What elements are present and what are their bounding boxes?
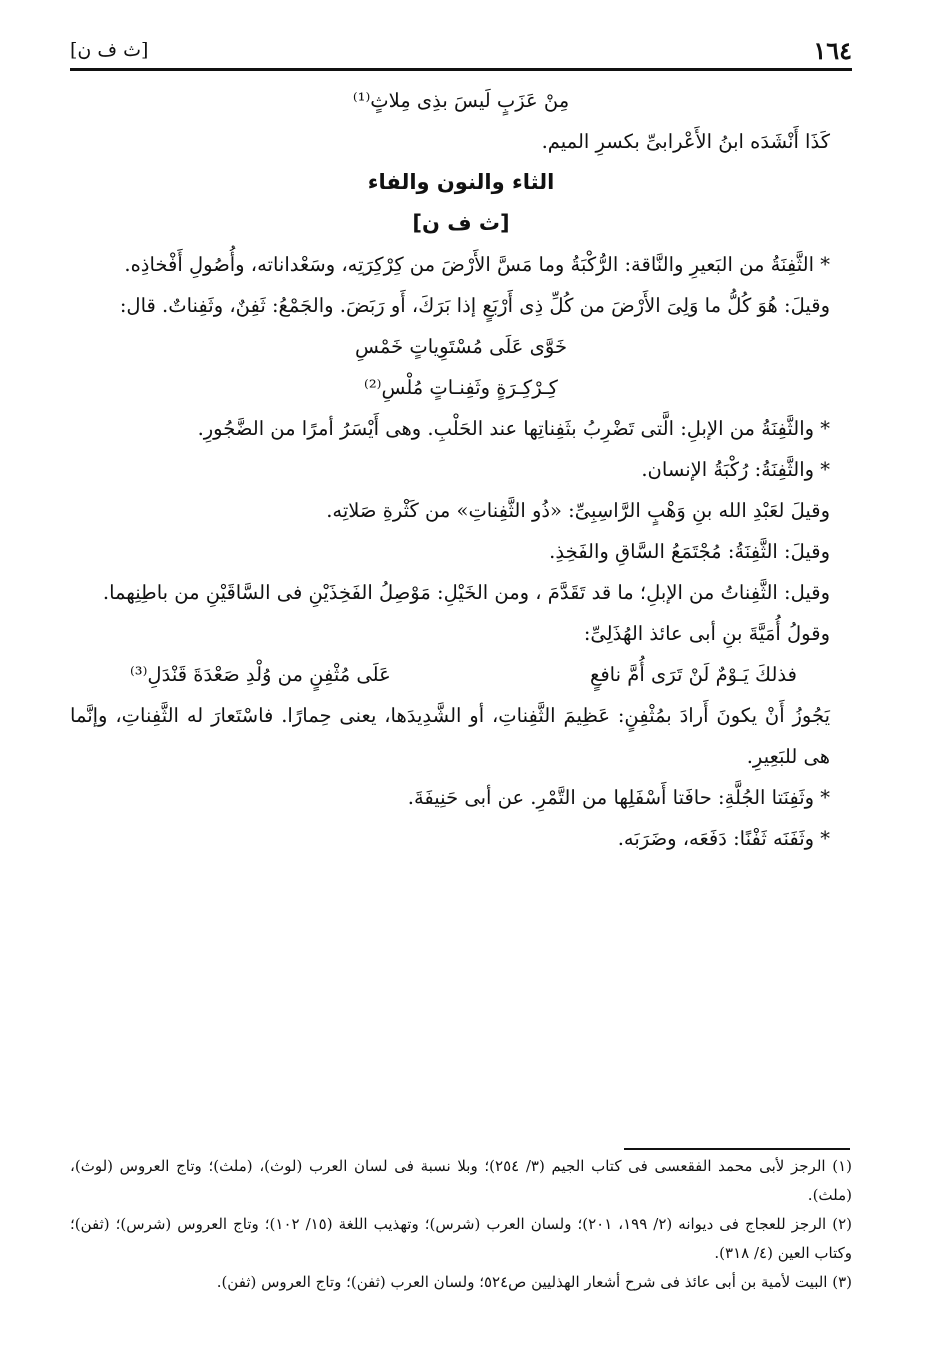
paragraph: وقيلَ لعَبْدِ الله بنِ وَهْبٍ الرَّاسِبِىِّ: «ذُو الثَّفِناتِ» من كَثْرةِ صَلاتِه. — [326, 499, 830, 522]
root-heading: [ث ف ن] — [412, 211, 510, 235]
paragraph: وقيل: الثَّفِناتُ من الإبلِ؛ ما قد تَقَدَّمَ ، ومن الخَيْلِ: مَوْصِلُ الفَخِذَيْنِ فى السَّاقَيْنِ من باطِنِهما. — [102, 581, 830, 604]
running-head — [70, 30, 852, 70]
paragraph: وقيلَ: الثَّفِنَةُ: مُجْتَمَعُ السَّاقِ والفَخِذِ. — [549, 540, 830, 563]
footnote: (٢) الرجز للعجاج فى ديوانه (٢/ ١٩٩، ٢٠١)؛ ولسان العرب (شرس)؛ وتهذيب اللغة (١٥/ ١٠٢)؛ وتاج العروس (شرس)؛ (ثفن)؛ وكتاب العين (٤/ ٣١٨). — [70, 1215, 852, 1262]
verse-line: كِـرْكِـرَةٍ وثَفِنـاتٍ مُلْسِ⁽²⁾ — [364, 376, 558, 399]
footnotes — [70, 1152, 852, 1297]
verse-hemistich-first: فذلكَ يَـوْمٌ لَنْ تَرَى أُمَّ نافعٍ — [589, 663, 797, 686]
header-rule — [70, 68, 852, 71]
paragraph: * والثَّفِنَةُ من الإبلِ: الَّتى تَضْرِبُ بثَفِناتِها عند الحَلْبِ. وهى أَيْسَرُ أمرًا من الضَّجُورِ. — [197, 417, 830, 440]
verse-line: مِنْ عَزَبٍ لَيسَ بذِى مِلاثٍ⁽¹⁾ — [352, 89, 570, 112]
paragraph: وقيلَ: هُوَ كُلُّ ما وَلِىَ الأَرْضَ من كُلِّ ذِى أَرْبَعٍ إذا بَرَكَ، أَو رَبَضَ. والجَمْعُ: ثَفِنٌ، وثَفِناتٌ. قال: — [119, 294, 830, 317]
paragraph: كَذَا أَنْشَدَه ابنُ الأَعْرابىِّ بكسرِ الميم. — [541, 130, 830, 153]
main-text — [70, 80, 852, 859]
footnote: (١) الرجز لأبى محمد الفقعسى فى كتاب الجيم (٣/ ٢٥٤)؛ وبلا نسبة فى لسان العرب (لوث)، (ملث)؛ وتاج العروس (لوث)، (ملث). — [70, 1157, 852, 1204]
verse-couplet — [70, 654, 852, 695]
page-number: ١٦٤ — [813, 35, 852, 65]
paragraph: * الثَّفِنَةُ من البَعيرِ والنَّاقة: الرُّكْبَةُ وما مَسَّ الأَرْضَ من كِرْكِرَتِه، وسَعْداناته، وأُصُولِ أَفْخاذِه. — [124, 253, 830, 276]
verse-hemistich-second: عَلَى مُثْفِنٍ من وُلْدِ صَعْدَةَ قَنْدَلِ⁽³⁾ — [130, 663, 391, 686]
paragraph: * والثَّفِنَةُ: رُكْبَةُ الإنسان. — [641, 458, 830, 481]
section-heading: الثاء والنون والفاء — [367, 170, 555, 194]
verse-line: خَوَّى عَلَى مُسْتَوِياتٍ خَمْسِ — [354, 335, 568, 358]
paragraph: * وثَفَنَه ثَفْنًا: دَفَعَه، وضَرَبَه. — [617, 827, 830, 850]
paragraph: * وثَفِنَتا الجُلَّةِ: حافَتا أَسْفَلِها من التَّمْرِ. عن أبى حَنِيفَةَ. — [407, 786, 830, 809]
paragraph: يَجُوزُ أَنْ يكونَ أَرادَ بمُثْفِنٍ: عَظِيمَ الثَّفِناتِ، أو الشَّدِيدَها، يعنى حِمارًا. فاسْتَعارَ له الثَّفِناتِ، وإنَّما هى للبَعِيرِ. — [70, 704, 830, 768]
footnote-rule — [624, 1148, 850, 1150]
footnote: (٣) البيت لأمية بن أبى عائذ فى شرح أشعار الهذليين ص٥٢٤؛ ولسان العرب (ثفن)؛ وتاج العروس (ثفن). — [216, 1273, 852, 1291]
paragraph: وقولُ أُمَيَّةَ بنِ أبى عائذ الهُذَلِىِّ: — [583, 622, 830, 645]
root-letters-header: [ث ف ن] — [70, 39, 149, 61]
